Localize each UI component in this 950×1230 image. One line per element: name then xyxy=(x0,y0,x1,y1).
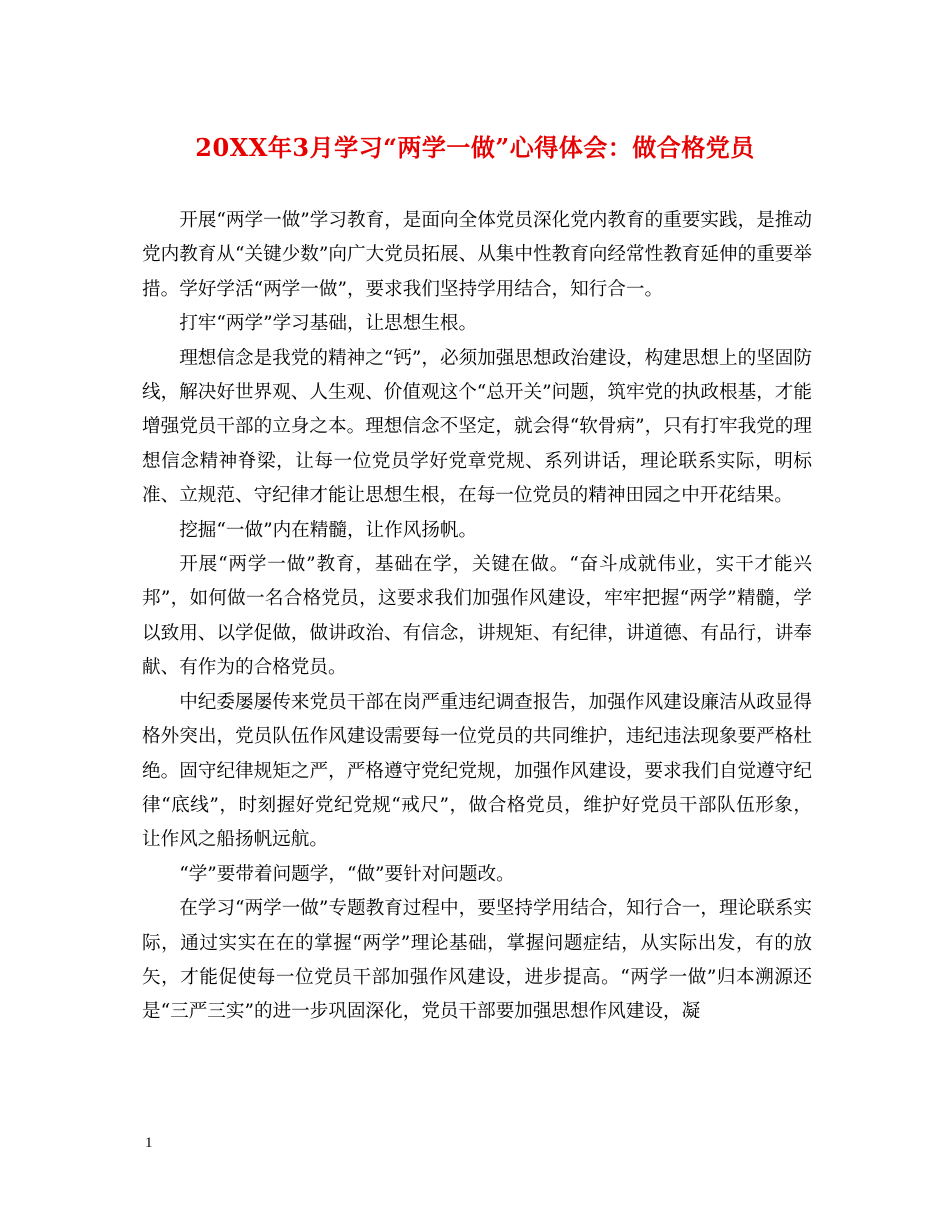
document-body xyxy=(142,204,812,1030)
paragraph-discipline: 中纪委屡屡传来党员干部在岗严重违纪调查报告，加强作风建设廉洁从政显得格外突出，党员队伍作风建设需要每一位党员的共同维护，违纪违法现象要严格杜绝。固守纪律规矩之严，严格遵守党纪党规，加强作风建设，要求我们自觉遵守纪律“底线”，时刻握好党纪党规“戒尺”，做合格党员，维护好党员干部队伍形象，让作风之船扬帆远航。 xyxy=(142,691,812,851)
document-title: 20XX年3月学习“两学一做”心得体会：做合格党员 xyxy=(195,133,755,162)
section-heading-problem-oriented: “学”要带着问题学，“做”要针对问题改。 xyxy=(179,863,515,885)
page-number: 1 xyxy=(145,1135,153,1151)
paragraph-ideals-belief: 理想信念是我党的精神之“钙”，必须加强思想政治建设，构建思想上的坚固防线，解决好世界观、人生观、价值观这个“总开关”问题，筑牢党的执政根基，才能增强党员干部的立身之本。理想信念不坚定，就会得“软骨病”，只有打牢我党的理想信念精神脊梁，让每一位党员学好党章党规、系列讲话，理论联系实际，明标准、立规范、守纪律才能让思想生根，在每一位党员的精神田园之中开花结果。 xyxy=(142,347,812,507)
paragraph-intro: 开展“两学一做”学习教育，是面向全体党员深化党内教育的重要实践，是推动党内教育从“关键少数”向广大党员拓展、从集中性教育向经常性教育延伸的重要举措。学好学活“两学一做”，要求我们坚持学用结合，知行合一。 xyxy=(142,210,812,300)
section-heading-study-foundation: 打牢“两学”学习基础，让思想生根。 xyxy=(179,313,478,335)
section-heading-practice-essence: 挖掘“一做”内在精髓，让作风扬帆。 xyxy=(179,519,478,541)
paragraph-study-with-problems: 在学习“两学一做”专题教育过程中，要坚持学用结合，知行合一，理论联系实际，通过实实在在的掌握“两学”理论基础，掌握问题症结，从实际出发，有的放矢，才能促使每一位党员干部加强作风建设，进步提高。“两学一做”归本溯源还是“三严三实”的进一步巩固深化，党员干部要加强思想作风建设，凝 xyxy=(142,898,812,1023)
paragraph-practice: 开展“两学一做”教育，基础在学，关键在做。“奋斗成就伟业，实干才能兴邦”，如何做一名合格党员，这要求我们加强作风建设，牢牢把握“两学”精髓，学以致用、以学促做，做讲政治、有信念，讲规矩、有纪律，讲道德、有品行，讲奉献、有作为的合格党员。 xyxy=(142,554,812,679)
